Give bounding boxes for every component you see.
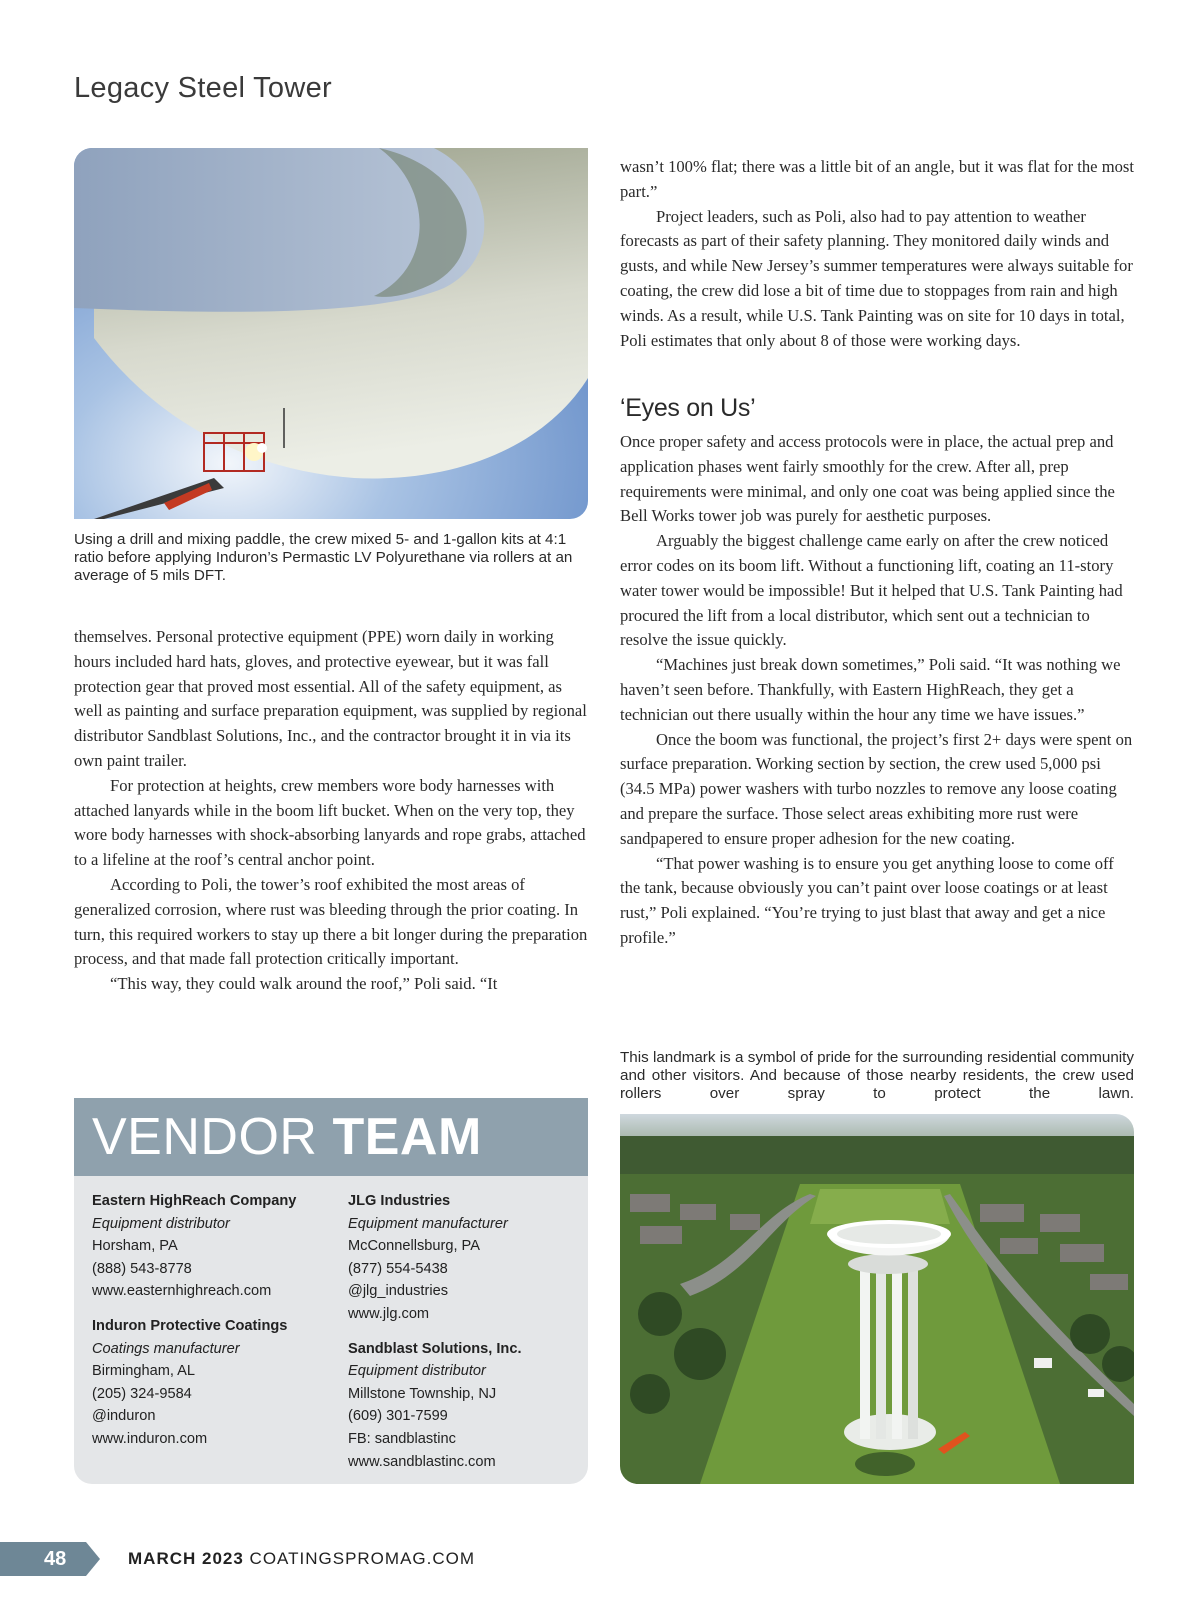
right-article-column-bottom [620,430,1134,951]
vendor-team-box [74,1098,588,1484]
vendor-entry [348,1338,588,1474]
subhead-eyes-on-us: ‘Eyes on Us’ [620,394,756,422]
vendor-role: Equipment manufacturer [348,1215,508,1232]
vendor-phone: (888) 543-8778 [92,1260,192,1277]
vendor-role: Equipment distributor [348,1363,486,1380]
vendor-name: Sandblast Solutions, Inc. [348,1340,522,1357]
vendor-phone: (609) 301-7599 [348,1408,448,1425]
vendor-location: McConnellsburg, PA [348,1238,480,1255]
vendor-location: Millstone Township, NJ [348,1385,497,1402]
body-paragraph: Project leaders, such as Poli, also had to pay attention to weather forecasts as part of their safety planning. They monitored daily winds and gusts, and while New Jersey’s summer temperatures were always suitable for coating, the crew did lose a bit of time due to stoppages from rain and high winds. As a result, while U.S. Tank Painting was on site for 10 days in total, Poli estimates that only about 8 of those were working days. [620,206,1133,350]
body-paragraph: Arguably the biggest challenge came early on after the crew noticed error codes on its boom lift. Without a functioning lift, coating an 11-story water tower would be impossible! But it helped that U.S. Tank Painting had procured the lift from a local distributor, which sent out a technician to resolve the issue quickly. [620,531,1123,650]
photo1-caption: Using a drill and mixing paddle, the crew mixed 5- and 1-gallon kits at 4:1 ratio before applying Induron’s Permastic LV Polyurethane via rollers at an average of 5 mils DFT. [74,531,573,584]
aerial-tower-illustration [620,1114,1134,1484]
body-paragraph: themselves. Personal protective equipment (PPE) worn daily in working hours included hard hats, gloves, and protective eyewear, but it was fall protection gear that proved most essential. All of the safety equipment, as well as painting and surface preparation equipment, was supplied by regional distributor Sandblast Solutions, Inc., and the contractor brought it in via its own paint trailer. [74,627,587,770]
vendor-website[interactable]: www.jlg.com [348,1305,430,1322]
vendor-social: @induron [92,1408,156,1425]
footer-issue [128,1549,475,1569]
vendor-column-right [348,1190,588,1484]
footer-site: COATINGSPROMAG.COM [249,1549,476,1568]
vendor-name: Induron Protective Coatings [92,1317,288,1334]
vendor-social: @jlg_industries [348,1283,448,1300]
body-paragraph: wasn’t 100% flat; there was a little bit of an angle, but it was flat for the most part.” [620,157,1134,201]
body-paragraph: “That power washing is to ensure you get anything loose to come off the tank, because obviously you can’t paint over loose coatings or at least rust,” Poli explained. “You’re trying to just blast that away and get a nice profile.” [620,853,1114,947]
right-article-column-top [620,155,1134,353]
section-title: Legacy Steel Tower [74,72,332,104]
vendor-column-left [92,1190,332,1463]
boom-lift-photo [74,148,588,519]
photo2-caption: This landmark is a symbol of pride for the surrounding residential community and other visitors. And because of those nearby residents, the crew used rollers over spray to protect the lawn. [620,1049,1134,1102]
boom-lift-illustration [74,148,588,519]
vendor-entry [92,1315,332,1451]
vendor-name: JLG Industries [348,1193,451,1209]
vendor-website[interactable]: www.easternhighreach.com [92,1283,272,1300]
body-paragraph: “Machines just break down sometimes,” Poli said. “It was nothing we haven’t seen before. Thankfully, with Eastern HighReach, they get a technician out there usually within the hour any time we have issues.” [620,655,1121,724]
vendor-website[interactable]: www.induron.com [92,1430,208,1447]
page-footer [0,1542,1200,1576]
left-article-column [74,625,590,997]
body-paragraph: “This way, they could walk around the roof,” Poli said. “It [110,974,498,994]
page-number: 48 [44,1548,67,1570]
vendor-title-light: VENDOR [92,1108,318,1166]
vendor-team-heading [74,1098,588,1176]
footer-month: MARCH 2023 [128,1549,244,1568]
body-paragraph: Once proper safety and access protocols were in place, the actual prep and application phases went fairly smoothly for the crew. After all, prep requirements were minimal, and only one coat was being applied since the Bell Works tower job was purely for aesthetic purposes. [620,432,1115,526]
body-paragraph: Once the boom was functional, the project’s first 2+ days were spent on surface preparation. Working section by section, the crew used 5,000 psi (34.5 MPa) power washers with turbo nozzles to remove any loose coating and prepare the surface. Those select areas exhibiting more rust were sandpapered to ensure proper adhesion for the new coating. [620,729,1133,848]
vendor-location: Birmingham, AL [92,1363,196,1380]
body-paragraph: According to Poli, the tower’s roof exhibited the most areas of generalized corrosion, where rust was bleeding through the prior coating. In turn, this required workers to stay up there a bit longer during the preparation process, and that made fall protection critically important. [74,874,588,969]
vendor-role: Coatings manufacturer [92,1340,240,1357]
vendor-social: FB: sandblastinc [348,1430,456,1447]
vendor-title-bold: TEAM [332,1108,482,1166]
aerial-tower-photo [620,1114,1134,1484]
vendor-role: Equipment distributor [92,1215,230,1232]
body-paragraph: For protection at heights, crew members wore body harnesses with attached lanyards while in the boom lift bucket. When on the very top, they wore body harnesses with shock-absorbing lanyards and rope grabs, attached to a lifeline at the roof’s central anchor point. [74,775,586,870]
vendor-location: Horsham, PA [92,1238,178,1255]
vendor-name: Eastern HighReach Company [92,1193,297,1209]
vendor-phone: (877) 554-5438 [348,1260,448,1277]
vendor-website[interactable]: www.sandblastinc.com [348,1453,496,1470]
vendor-entry [92,1190,332,1303]
vendor-entry [348,1190,588,1326]
vendor-phone: (205) 324-9584 [92,1385,192,1402]
